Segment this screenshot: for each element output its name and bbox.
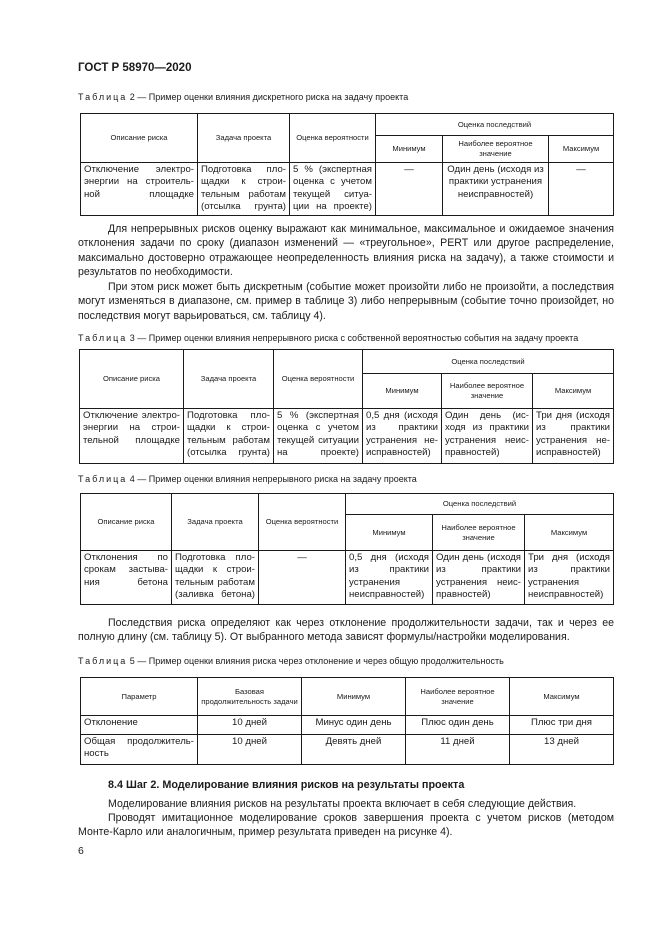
table3-header-probability: Оценка вероятности xyxy=(274,350,363,409)
table4-header-likely: Наиболее вероятное значение xyxy=(433,515,525,551)
table2-caption: Таблица 2 — Пример оценки влияния дискретного риска на задачу проекта xyxy=(78,92,409,102)
table3-header-task: Задача проекта xyxy=(184,350,274,409)
table-row xyxy=(81,551,614,605)
table4-header-description: Описание риска xyxy=(81,494,172,551)
table4-header-consequences: Оценка последствий xyxy=(346,494,614,515)
table2 xyxy=(80,113,614,216)
paragraph: При этом риск может быть дискретным (событие может произойти либо не произойти, а последствия могут изменяться в диапазоне, см. пример в таблице 3) либо непрерывным (событие точно произойдет, но последствия могут варьироваться, см. таблицу 4). xyxy=(78,281,614,322)
table2-header-probability: Оценка вероятности xyxy=(290,114,376,163)
paragraph: Проводят имитационное моделирование сроков завершения проекта с учетом рисков (методом Монте-Карло или аналогичным, пример результата приведен на рисунке 4). xyxy=(78,812,614,839)
table4-cell: 0,5 дня (исходя из практики устранения неисправностей) xyxy=(346,551,433,605)
table5-cell: Общая продолжительность xyxy=(81,735,198,765)
table2-header-min: Минимум xyxy=(376,136,443,163)
table4-cell: Отклонения по срокам застывания бетона xyxy=(81,551,172,605)
table2-header-task: Задача проекта xyxy=(198,114,290,163)
table5-caption: Таблица 5 — Пример оценки влияния риска через отклонение и через общую продолжительность xyxy=(78,656,504,666)
table4-header-min: Минимум xyxy=(346,515,433,551)
table5-header-likely: Наиболее вероятное значение xyxy=(406,678,510,716)
table5-header-max: Максимум xyxy=(510,678,614,716)
table4-cell: Подготовка площадки к строительным работам (заливка бетона) xyxy=(172,551,259,605)
table2-cell: Один день (исходя из практики устранения неисправностей) xyxy=(443,163,549,216)
table4-cell: — xyxy=(259,551,346,605)
table2-cell: — xyxy=(549,163,614,216)
table4-header-max: Максимум xyxy=(525,515,614,551)
table3-header-min: Минимум xyxy=(363,374,442,409)
paragraph: Последствия риска определяют как через отклонение продолжительности задачи, так и через ее полную длину (см. таблицу 5). От выбранного метода зависят формулы/настройки моделирования. xyxy=(78,617,614,644)
paragraph: Моделирование влияния рисков на результаты проекта включает в себя следующие действия. xyxy=(108,798,577,810)
table3-header-max: Максимум xyxy=(533,374,614,409)
page-number: 6 xyxy=(78,845,84,857)
table-row xyxy=(80,409,614,464)
table5-cell: 13 дней xyxy=(510,735,614,765)
paragraph: Для непрерывных рисков оценку выражают как минимальное, максимальное и ожидаемое значения отклонения задачи по сроку (диапазон изменений — «треугольное», PERT или другое распределение, максимально достоверно отражающее неопределенность влияния риска на задачу), а также стоимости и результатов по необходимости. xyxy=(78,223,614,279)
table4-cell: Один день (исходя из практики устранения неисправностей) xyxy=(433,551,525,605)
table5-header-min: Минимум xyxy=(302,678,406,716)
table5-cell: 10 дней xyxy=(198,735,302,765)
table5-header-parameter: Параметр xyxy=(81,678,198,716)
table-row xyxy=(81,163,614,216)
table2-cell: Отключение электроэнергии на строительной площадке xyxy=(81,163,198,216)
table5-cell: 10 дней xyxy=(198,716,302,735)
table2-cell: 5 % (экспертная оценка с учетом текущей ситуации на проекте) xyxy=(290,163,376,216)
table3-cell: Один день (исходя из практики устранения неисправностей) xyxy=(442,409,533,464)
table3-header-description: Описание риска xyxy=(80,350,184,409)
table2-header-max: Максимум xyxy=(549,136,614,163)
table2-cell: — xyxy=(376,163,443,216)
table3 xyxy=(79,349,614,464)
table5-cell: Минус один день xyxy=(302,716,406,735)
table3-caption: Таблица 3 — Пример оценки влияния непрерывного риска с собственной вероятностью события на задачу проекта xyxy=(78,333,579,343)
table-row xyxy=(81,735,614,765)
table2-header-description: Описание риска xyxy=(81,114,198,163)
table5-header-base: Базовая продолжительность задачи xyxy=(198,678,302,716)
table4-cell: Три дня (исходя из практики устранения неисправностей) xyxy=(525,551,614,605)
table5-cell: Плюс три дня xyxy=(510,716,614,735)
table4 xyxy=(80,493,614,605)
table3-cell: Подготовка площадки к строительным работам (отсылка грунта) xyxy=(184,409,274,464)
table5-cell: 11 дней xyxy=(406,735,510,765)
document-header: ГОСТ Р 58970—2020 xyxy=(78,62,192,74)
table-row xyxy=(81,716,614,735)
table3-header-consequences: Оценка последствий xyxy=(363,350,614,374)
table4-header-task: Задача проекта xyxy=(172,494,259,551)
section-heading: 8.4 Шаг 2. Моделирование влияния рисков на результаты проекта xyxy=(108,779,465,791)
table3-header-likely: Наиболее вероятное значение xyxy=(442,374,533,409)
table2-header-likely: Наиболее вероятное значение xyxy=(443,136,549,163)
table3-cell: 5 % (экспертная оценка с учетом текущей ситуации на проекте) xyxy=(274,409,363,464)
table5-cell: Девять дней xyxy=(302,735,406,765)
table2-header-consequences: Оценка последствий xyxy=(376,114,614,136)
table5-cell: Отклонение xyxy=(81,716,198,735)
table3-cell: Отключение электроэнергии на строительной площадке xyxy=(80,409,184,464)
table4-header-probability: Оценка вероятности xyxy=(259,494,346,551)
table5-cell: Плюс один день xyxy=(406,716,510,735)
table4-caption: Таблица 4 — Пример оценки влияния непрерывного риска на задачу проекта xyxy=(78,474,417,484)
table5 xyxy=(80,677,614,765)
table3-cell: Три дня (исходя из практики устранения неисправностей) xyxy=(533,409,614,464)
table2-cell: Подготовка площадки к строительным работам (отсылка грунта) xyxy=(198,163,290,216)
table3-cell: 0,5 дня (исходя из практики устранения неисправностей) xyxy=(363,409,442,464)
